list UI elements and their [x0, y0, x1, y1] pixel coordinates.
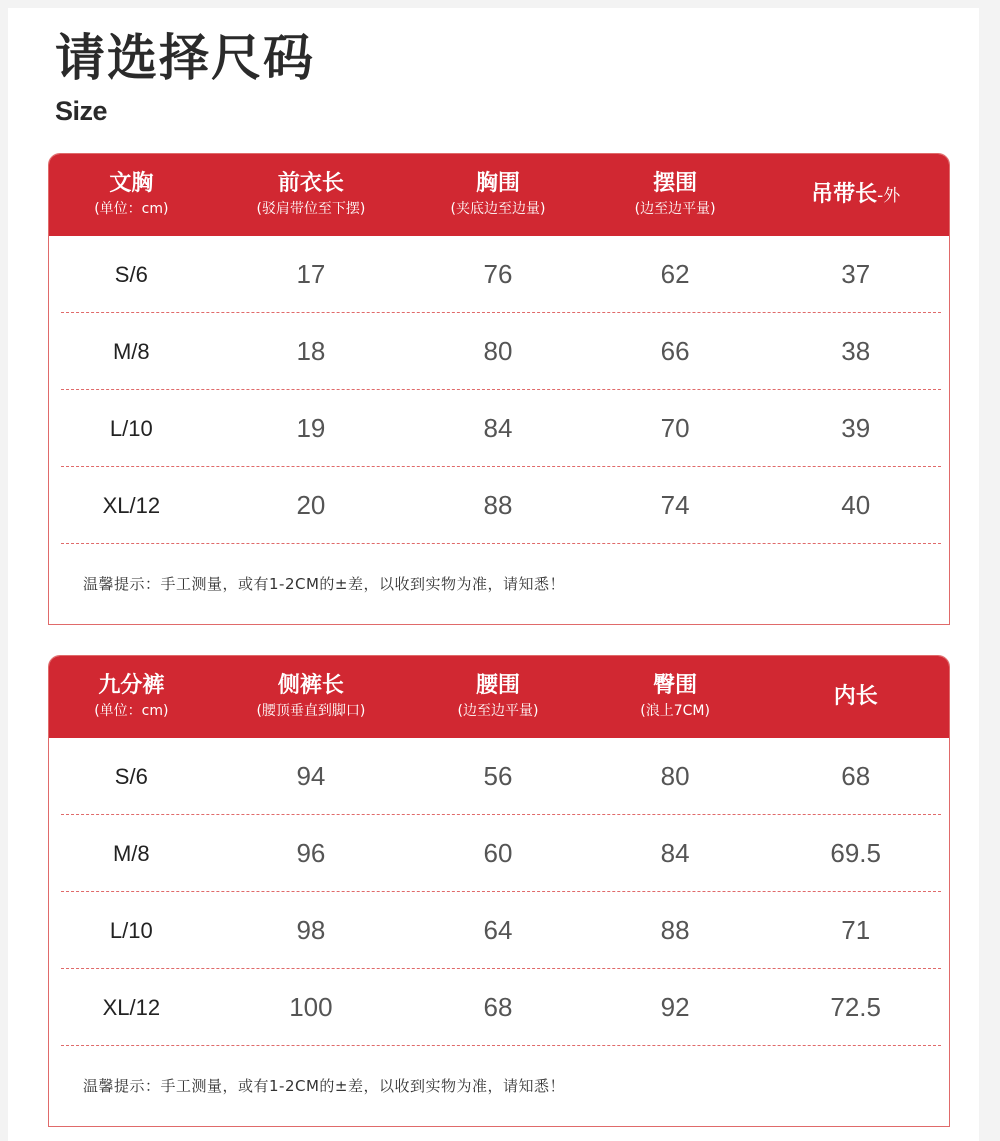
table-cell: 80	[660, 761, 690, 791]
header-note: (单位：cm)	[94, 703, 169, 719]
header-cell	[49, 673, 214, 721]
table-cell: 17	[296, 259, 326, 289]
header-label: 九分裤	[98, 673, 165, 698]
table-header	[49, 656, 949, 738]
table-cell: 62	[660, 259, 690, 289]
pants-size-table	[48, 655, 950, 1127]
table-cell: 72.5	[830, 992, 881, 1022]
table-cell: 88	[660, 915, 690, 945]
table-cell: 96	[296, 838, 326, 868]
table-cell: 69.5	[830, 838, 881, 868]
table-cell: 88	[483, 490, 513, 520]
table-cell: 98	[296, 915, 326, 945]
header-cell	[762, 182, 949, 209]
bra-size-table	[48, 153, 950, 625]
header-label: 臀围	[653, 673, 698, 698]
table-cell: 60	[483, 838, 513, 868]
table-cell: 37	[841, 259, 871, 289]
table-cell: 76	[483, 259, 513, 289]
table-cell: 71	[841, 915, 871, 945]
header-note: (单位：cm)	[94, 201, 169, 217]
table-cell: 80	[483, 336, 513, 366]
table-cell: 40	[841, 490, 871, 520]
table-cell: 56	[483, 761, 513, 791]
table-row	[49, 467, 949, 544]
table-header	[49, 154, 949, 236]
header-label-suffix: -外	[877, 185, 901, 206]
header-label: 前衣长	[277, 171, 344, 196]
header-label: 文胸	[109, 171, 154, 196]
table-row	[49, 236, 949, 313]
page-subtitle: Size	[55, 96, 108, 126]
header-label: 吊带长-外	[811, 181, 901, 207]
table-row	[49, 969, 949, 1046]
table-row	[49, 738, 949, 815]
header-label: 腰围	[475, 673, 520, 698]
header-note: (腰顶垂直到脚口)	[256, 703, 366, 719]
size-cell: L/10	[109, 917, 153, 943]
header-note: (驳肩带位至下摆)	[256, 201, 366, 217]
page-title: 请选择尺码	[55, 29, 315, 87]
header-cell	[49, 171, 214, 219]
table-cell: 38	[841, 336, 871, 366]
header-label: 内长	[833, 684, 878, 709]
header-label: 摆围	[653, 171, 698, 196]
table-cell: 66	[660, 336, 690, 366]
header-note: (夹底边至边量)	[450, 201, 546, 217]
size-cell: S/6	[114, 763, 148, 789]
table-row	[49, 313, 949, 390]
header-note: (边至边平量)	[634, 201, 716, 217]
size-cell: L/10	[109, 415, 153, 441]
size-cell: S/6	[114, 261, 148, 287]
table-cell: 68	[483, 992, 513, 1022]
measurement-note: 温馨提示：手工测量，或有1-2CM的±差，以收到实物为准，请知悉！	[83, 575, 565, 593]
header-note: (边至边平量)	[457, 703, 539, 719]
header-cell	[408, 171, 588, 219]
header-label: 胸围	[475, 171, 520, 196]
table-cell: 100	[289, 992, 333, 1022]
header-cell	[588, 171, 763, 219]
size-cell: M/8	[112, 338, 150, 364]
table-cell: 70	[660, 413, 690, 443]
table-cell: 68	[841, 761, 871, 791]
header-cell	[588, 673, 763, 721]
table-row	[49, 390, 949, 467]
header-note: (浪上7CM)	[640, 703, 710, 719]
size-cell: XL/12	[102, 492, 161, 518]
table-cell: 94	[296, 761, 326, 791]
table-cell: 64	[483, 915, 513, 945]
header-cell	[214, 673, 409, 721]
table-cell: 19	[296, 413, 326, 443]
header-cell	[408, 673, 588, 721]
table-cell: 84	[660, 838, 690, 868]
table-cell: 84	[483, 413, 513, 443]
measurement-note: 温馨提示：手工测量，或有1-2CM的±差，以收到实物为准，请知悉！	[83, 1077, 565, 1095]
table-cell: 18	[296, 336, 326, 366]
size-cell: XL/12	[102, 994, 161, 1020]
table-cell: 74	[660, 490, 690, 520]
header-label: 侧裤长	[277, 673, 344, 698]
table-row	[49, 815, 949, 892]
header-cell	[214, 171, 409, 219]
table-cell: 39	[841, 413, 871, 443]
header-cell	[762, 684, 949, 710]
table-cell: 92	[660, 992, 690, 1022]
size-cell: M/8	[112, 840, 150, 866]
table-row	[49, 892, 949, 969]
table-cell: 20	[296, 490, 326, 520]
